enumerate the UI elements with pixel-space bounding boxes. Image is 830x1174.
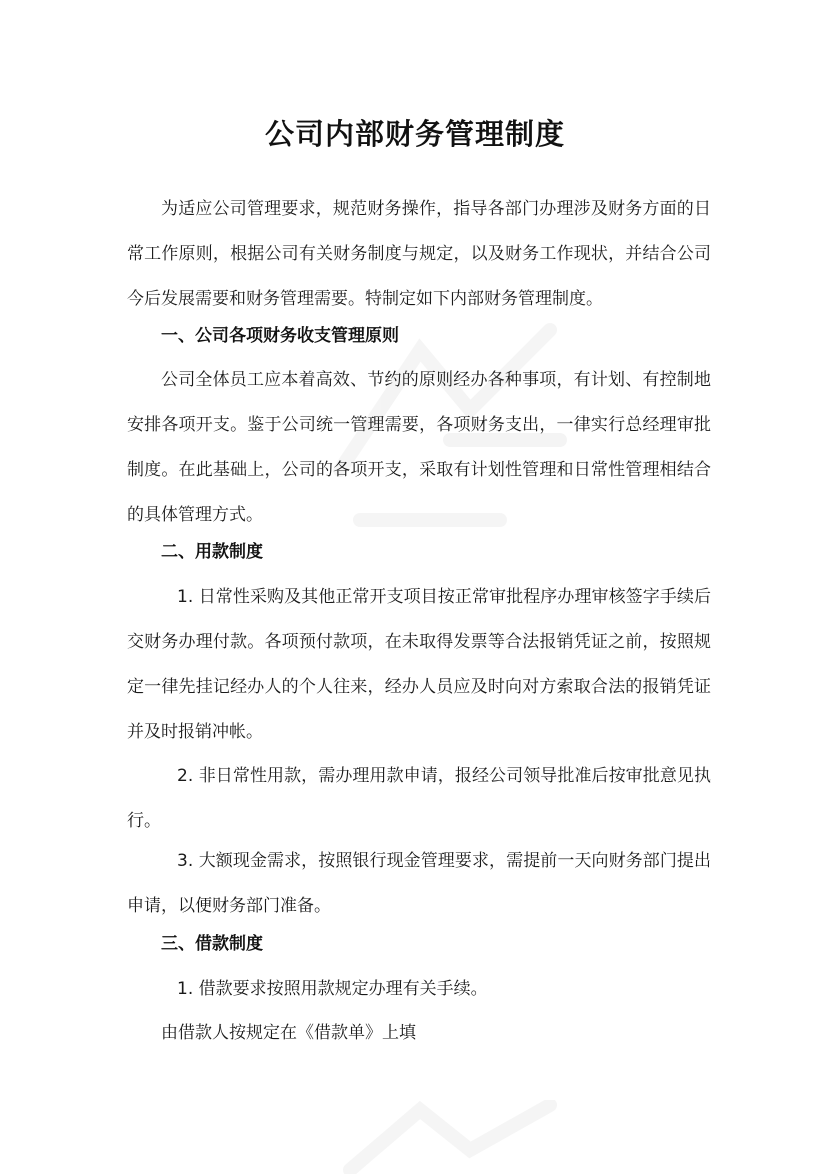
section-2-item-2: 2. 非日常性用款，需办理用款申请，报经公司领导批准后按审批意见执行。 (127, 766, 711, 831)
section-2-item-1: 1. 日常性采购及其他正常开支项目按正常审批程序办理审核签字手续后交财务办理付款。各项预付款项，在未取得发票等合法报销凭证之前，按照规定一律先挂记经办人的个人往来，经办人员应及时向对方索取合法的报销凭证并及时报销冲帐。 (127, 587, 711, 742)
watermark-stamp-icon-bottom (330, 1100, 590, 1174)
section-3-item-1: 1. 借款要求按照用款规定办理有关手续。 (177, 979, 488, 999)
section-3-paragraph-2: 由借款人按规定在《借款单》上填 (161, 1023, 416, 1043)
section-2-item-3: 3. 大额现金需求，按照银行现金管理要求，需提前一天向财务部门提出申请，以便财务部门准备。 (127, 851, 711, 916)
section-2-heading: 二、用款制度 (161, 542, 263, 562)
intro-paragraph: 为适应公司管理要求，规范财务操作，指导各部门办理涉及财务方面的日常工作原则，根据公司有关财务制度与规定，以及财务工作现状，并结合公司今后发展需要和财务管理需要。特制定如下内部财务管理制度。 (127, 199, 711, 309)
section-3-heading: 三、借款制度 (161, 934, 263, 954)
document-title: 公司内部财务管理制度 (264, 117, 565, 151)
section-1-paragraph-1: 公司全体员工应本着高效、节约的原则经办各种事项，有计划、有控制地安排各项开支。鉴于公司统一管理需要，各项财务支出，一律实行总经理审批制度。在此基础上，公司的各项开支，采取有计划性管理和日常性管理相结合的具体管理方式。 (127, 370, 711, 525)
section-1-heading: 一、公司各项财务收支管理原则 (161, 326, 399, 346)
